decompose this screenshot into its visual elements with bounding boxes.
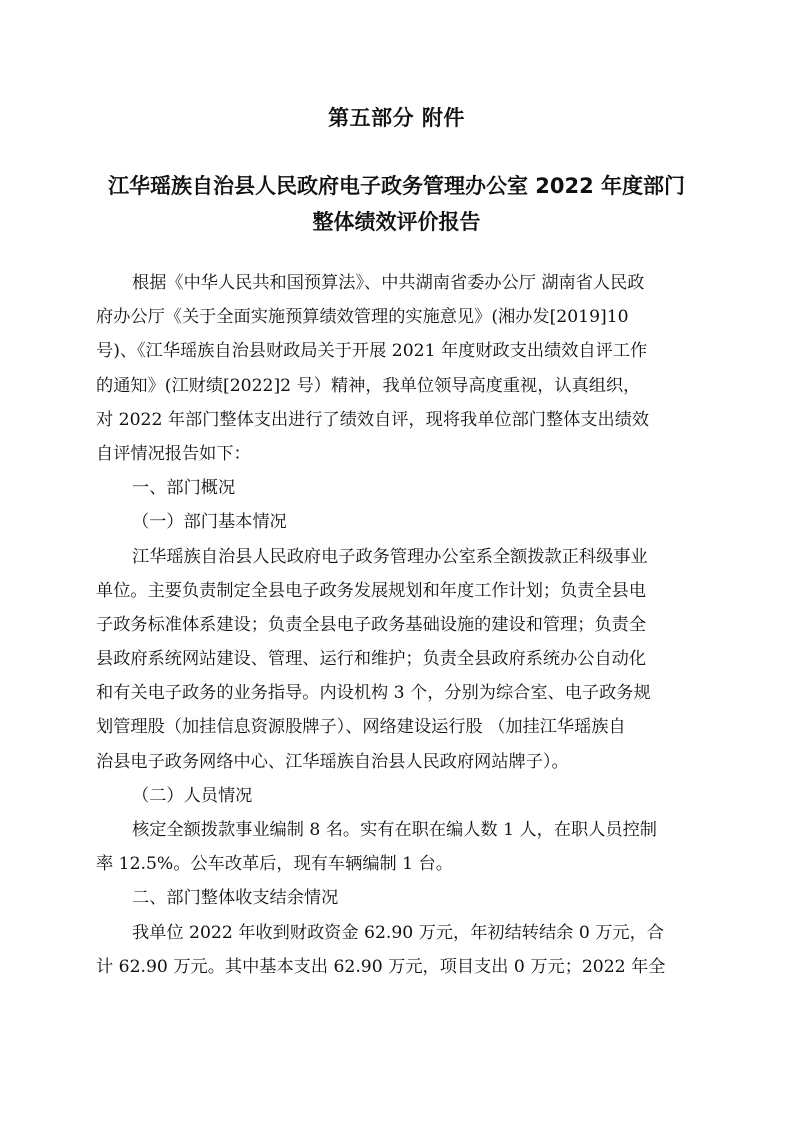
paragraph-line: 和有关电子政务的业务指导。内设机构 3 个，分别为综合室、电子政务规: [96, 683, 651, 704]
subsection-heading: （二）人员情况: [132, 785, 253, 806]
paragraph-line: 根据《中华人民共和国预算法》、中共湖南省委办公厅 湖南省人民政: [132, 273, 645, 293]
paragraph-line: 划管理股（加挂信息资源股牌子）、网络建设运行股 （加挂江华瑶族自: [96, 717, 626, 738]
part-title: 第五部分 附件: [328, 106, 465, 130]
paragraph-line: 江华瑶族自治县人民政府电子政务管理办公室系全额拨款正科级事业: [132, 546, 648, 567]
subsection-heading: （一）部门基本情况: [132, 512, 287, 533]
paragraph-line: 自评情况报告如下：: [96, 443, 251, 464]
document-body: [96, 266, 696, 984]
section-heading: 一、部门概况: [132, 478, 236, 499]
paragraph-line: 县政府系统网站建设、管理、运行和维护；负责全县政府系统办公自动化: [96, 649, 647, 670]
paragraph-line: 率 12.5%。公车改革后，现有车辆编制 1 台。: [96, 854, 453, 875]
paragraph-line: 府办公厅《关于全面实施预算绩效管理的实施意见》(湘办发[2019]10: [96, 307, 629, 328]
document-title-line-2: 整体绩效评价报告: [312, 210, 481, 234]
paragraph-line: 核定全额拨款事业编制 8 名。实有在职在编人数 1 人，在职人员控制: [132, 820, 657, 840]
paragraph-line: 对 2022 年部门整体支出进行了绩效自评，现将我单位部门整体支出绩效: [96, 409, 650, 430]
paragraph-line: 子政务标准体系建设；负责全县电子政务基础设施的建设和管理；负责全: [96, 614, 647, 635]
paragraph-line: 计 62.90 万元。其中基本支出 62.90 万元，项目支出 0 万元；2022 年全: [96, 956, 666, 977]
paragraph-line: 我单位 2022 年收到财政资金 62.90 万元，年初结转结余 0 万元，合: [132, 922, 664, 943]
document-title-line-1: 江华瑶族自治县人民政府电子政务管理办公室 2022 年度部门: [107, 174, 686, 198]
document-title: [90, 168, 703, 240]
paragraph-line: 治县电子政务网络中心、江华瑶族自治县人民政府网站牌子）。: [96, 751, 569, 772]
paragraph-line: 号)、《江华瑶族自治县财政局关于开展 2021 年度财政支出绩效自评工作: [96, 341, 648, 362]
section-heading: 二、部门整体收支结余情况: [132, 888, 339, 909]
paragraph-line: 的通知》(江财绩[2022]2 号）精神，我单位领导高度重视，认真组织，: [96, 375, 641, 396]
paragraph-line: 单位。主要负责制定全县电子政务发展规划和年度工作计划；负责全县电: [96, 580, 647, 601]
